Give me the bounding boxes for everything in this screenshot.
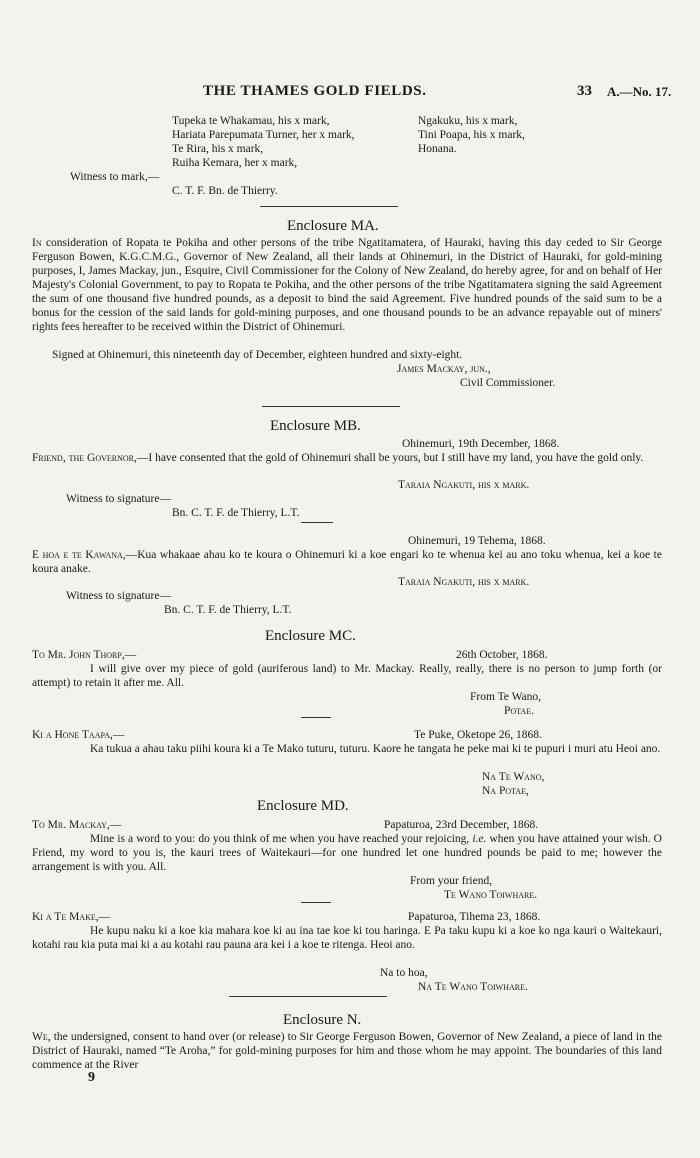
enclosure-mb-text-en: —I have consented that the gold of Ohinemuri shall be yours, but I still have my land, you have the gold only. (136, 452, 644, 464)
signatory-left-1: Tupeka te Whakamau, his x mark, (172, 115, 330, 127)
enclosure-mc-date-mi: Te Puke, Oketope 26, 1868. (414, 729, 542, 741)
enclosure-md-date-en: Papaturoa, 23rd December, 1868. (384, 819, 539, 831)
enclosure-ma-role: Civil Commissioner. (460, 377, 556, 389)
enclosure-ma-name: James Mackay, jun., (397, 363, 491, 375)
enclosure-mb-signature-mi: Taraia Ngakuti, his x mark. (398, 576, 530, 588)
signatory-left-2: Hariata Parepumata Turner, her x mark, (172, 129, 355, 141)
enclosure-mb-body-en (32, 451, 662, 465)
witness-name: C. T. F. Bn. de Thierry. (172, 185, 278, 197)
page-title: THE THAMES GOLD FIELDS. (203, 83, 427, 99)
enclosure-mc-title: Enclosure MC. (265, 628, 356, 644)
page-number: 33 (577, 83, 592, 99)
enclosure-mc-potae-en: Potae. (504, 705, 534, 717)
enclosure-n-title: Enclosure N. (283, 1012, 362, 1028)
enclosure-md-title: Enclosure MD. (257, 798, 349, 814)
enclosure-mb-witness-label: Witness to signature— (66, 493, 171, 505)
enclosure-n-lead: We, (32, 1031, 51, 1043)
short-divider (301, 717, 331, 718)
enclosure-mc-potae-mi: Na Potae, (482, 785, 529, 797)
enclosure-mc-body-en: I will give over my piece of gold (auriferous land) to Mr. Mackay. Really, really, there is no person to jump forth (or attempt) to retain it after me. All. (32, 663, 662, 689)
enclosure-mb-signature-en: Taraia Ngakuti, his x mark. (398, 479, 530, 491)
enclosure-mb-text-mi: —Kua whakaae ahau ko te koura o Ohinemuri ki a koe engari ko te whenua kei au ano toku whenua, kei a koe te koura anake. (32, 549, 662, 575)
signatory-left-4: Ruiha Kemara, her x mark, (172, 157, 298, 169)
enclosure-md-from-mi: Na to hoa, (380, 967, 428, 979)
short-divider (301, 522, 333, 523)
enclosure-mb-witness-label-2: Witness to signature— (66, 590, 171, 602)
document-reference: A.—No. 17. (607, 84, 672, 99)
enclosure-ma-text: consideration of Ropata te Pokiha and other persons of the tribe Ngatitamatera, of Hauraki, having this day ceded to Sir George Ferguson Bowen, K.G.C.M.G., Governor of New Zealand, all their lands at Ohinemuri, in the District of Hauraki, for gold-mining purposes, I, James Mackay, jun., Esquire, Civil Commissioner for the Colony of New Zealand, do hereby agree, for and on behalf of Her Majesty's Colonial Government, to pay to Ropata te Pokiha, and the other persons of the tribe Ngatitamatera signing the said Agreement the sum of one thousand five hundred pounds, as a deposit to bind the said Agreement. Five hundred pounds of the said sum to be a bonus for the cession of the said lands for gold-mining purposes, and one thousand pounds to be an advance repayable out of miners' rights fees hereafter to be received within the District of Ohinemuri. (32, 237, 662, 333)
enclosure-ma-lead: In (32, 237, 42, 249)
enclosure-mb-date-mi: Ohinemuri, 19 Tehema, 1868. (408, 535, 546, 547)
enclosure-ma-body (32, 236, 662, 334)
signatory-right-1: Ngakuku, his x mark, (418, 115, 518, 127)
enclosure-mc-salutation-en: To Mr. John Thorp,— (32, 649, 137, 661)
enclosure-mc-body-mi: Ka tukua a ahau taku piihi koura ki a Te Mako tuturu, tuturu. Kaore he tangata he peke mai ki te pupuri i muri atu Heoi ano. (90, 743, 661, 755)
enclosure-mb-salutation-en: Friend, the Governor, (32, 452, 137, 464)
signatory-left-3: Te Rira, his x mark, (172, 143, 264, 155)
enclosure-md-text-en-1: Mine is a word to you: do you think of me when you have reached your rejoicing, (90, 833, 473, 845)
enclosure-md-signature-mi: Na Te Wano Toiwhare. (418, 981, 528, 993)
enclosure-md-salutation-en: To Mr. Mackay,— (32, 819, 122, 831)
enclosure-ma-title: Enclosure MA. (287, 218, 379, 234)
enclosure-mc-from-en (470, 690, 541, 704)
enclosure-md-body-en (32, 832, 662, 874)
enclosure-mb-salutation-mi: E hoa e te Kawana, (32, 549, 126, 561)
section-divider (262, 406, 400, 407)
enclosure-mc-from-en-text: From Te Wano, (470, 691, 541, 703)
short-divider (301, 902, 331, 903)
enclosure-mb-witness-name: Bn. C. T. F. de Thierry, L.T. (172, 507, 300, 519)
enclosure-mc-from-mi: Na Te Wano, (482, 771, 545, 783)
enclosure-mb-date-en: Ohinemuri, 19th December, 1868. (402, 438, 560, 450)
enclosure-mc-salutation-mi: Ki a Hone Taapa,— (32, 729, 125, 741)
signature-mark: 9 (88, 1070, 95, 1085)
enclosure-md-signature-en: Te Wano Toiwhare. (444, 889, 538, 901)
enclosure-md-from-en: From your friend, (410, 875, 493, 887)
enclosure-n-text: the undersigned, consent to hand over (or release) to Sir George Ferguson Bowen, Governor of New Zealand, a piece of land in the District of Hauraki, named “Te Aroha,” for gold-mining purposes for him and those whom he may appoint. The boundaries of this land commence at the River (32, 1031, 662, 1071)
enclosure-mb-title: Enclosure MB. (270, 418, 361, 434)
signatory-right-3: Honana. (418, 143, 457, 155)
enclosure-md-body-mi: He kupu naku ki a koe kia mahara koe ki au ina tae koe ki tou haringa. E Pa taku kupu ki a koe ko nga kauri o Waitekauri, kotahi rau kia puta mai ki a au kotahi rau pauna ara kei i a koe te ritenga. Heoi ano. (32, 925, 662, 951)
signatory-right-2: Tini Poapa, his x mark, (418, 129, 525, 141)
enclosure-mb-witness-name-2: Bn. C. T. F. de Thierry, L.T. (164, 604, 292, 616)
enclosure-ma-signed: Signed at Ohinemuri, this nineteenth day of December, eighteen hundred and sixty-eight. (52, 349, 463, 361)
enclosure-n-body (32, 1030, 662, 1072)
enclosure-md-ie: i.e. (472, 833, 487, 845)
enclosure-mb-body-mi (32, 548, 662, 576)
section-divider (260, 206, 398, 207)
enclosure-md-text-en-2: when you have attained your wish. O Friend, my word to you is, the kauri trees of Waitekauri—for one hundred let one hundred pounds be paid to me; however the arrangement is with you. All. (32, 833, 662, 873)
enclosure-md-salutation-mi: Ki a Te Make,— (32, 911, 111, 923)
witness-label: Witness to mark,— (70, 171, 160, 183)
enclosure-mc-date-en: 26th October, 1868. (456, 649, 548, 661)
enclosure-md-date-mi: Papaturoa, Tihema 23, 1868. (408, 911, 541, 923)
section-divider (229, 996, 387, 997)
